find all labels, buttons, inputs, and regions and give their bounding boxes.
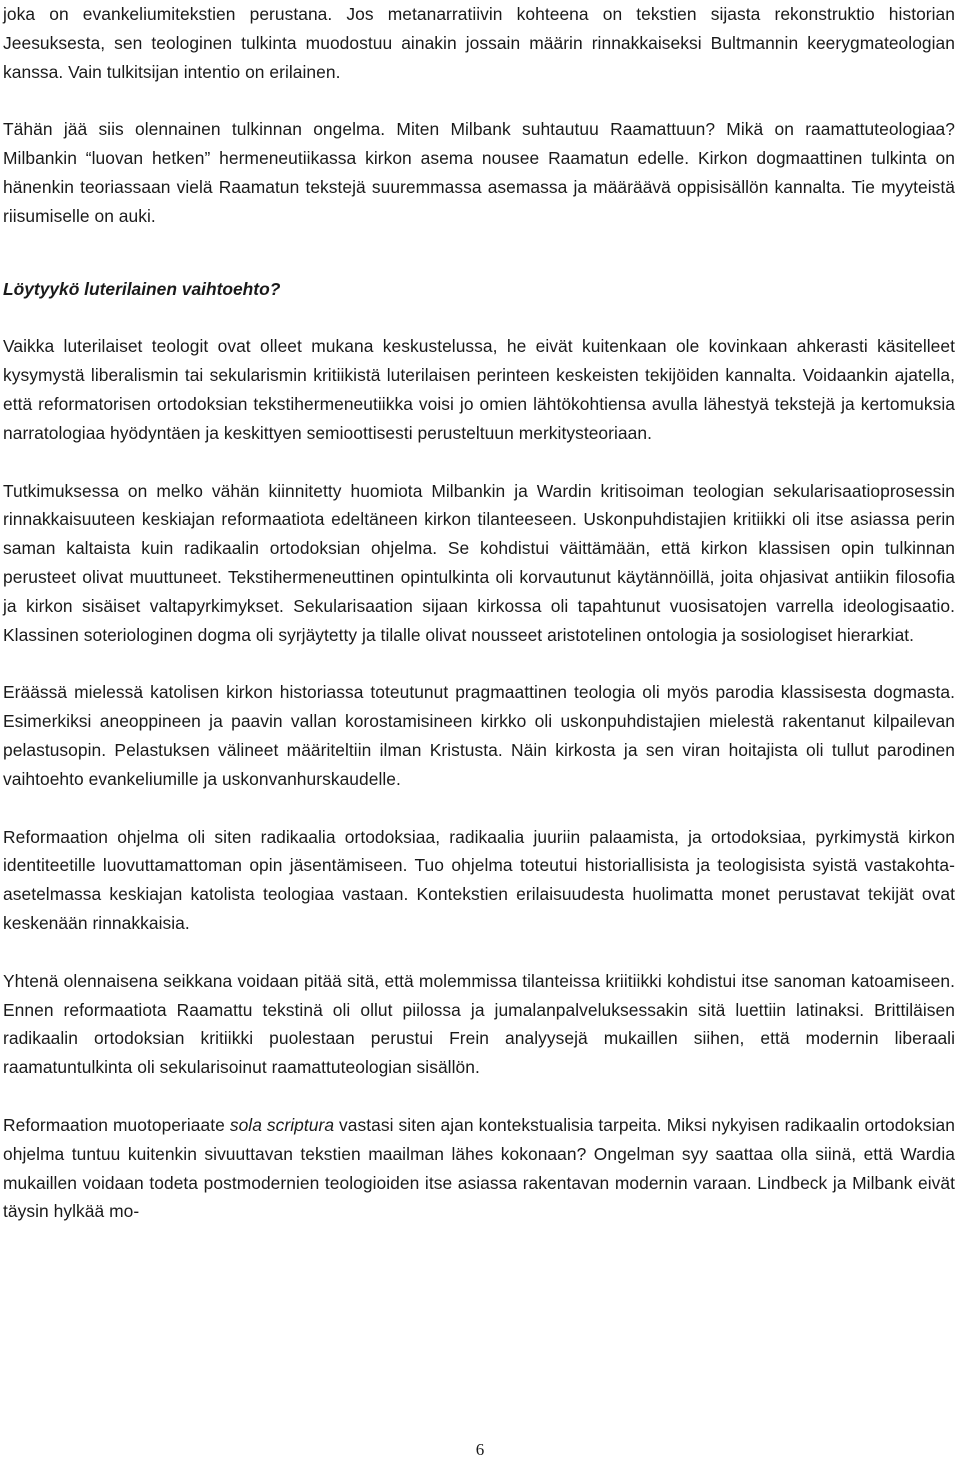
paragraph-8-emphasis: sola scriptura: [229, 1114, 335, 1135]
spacer: [3, 448, 955, 477]
spacer: [3, 938, 955, 967]
section-heading: Löytyykö luterilainen vaihtoehto?: [3, 278, 281, 299]
spacer: [3, 649, 955, 678]
paragraph-8-end: vastasi siten ajan kontekstualisia tarpeita. Miksi nykyisen radikaalin ortodoksian ohjelma tuntuu kuitenkin sivuuttavan tekstien maailman lähes kokonaan? Ongelman syy saattaa olla siinä, että Wardia mukaillen voidaan todeta postmodernien teologioiden itse asiassa rakentavan modernin varaan. Lindbeck ja Milbank eivät täysin hylkää mo-: [3, 1114, 955, 1222]
paragraph-7: Yhtenä olennaisena seikkana voidaan pitää sitä, että molemmissa tilanteissa kriitiikki kohdistui itse sanoman katoamiseen. Ennen reformaatiota Raamattu tekstinä oli ollut piilossa ja jumalanpalveluksessakin sitä luettiin latinaksi. Brittiläisen radikaalin ortodoksian kritiikki puolestaan perustui Frein analyysejä mukaillen siihen, että modernin liberaali raamatuntulkinta oli sekularisoinut raamattuteologian sisällön.: [3, 970, 955, 1078]
paragraph-8: [3, 1111, 955, 1226]
paragraph-3: Vaikka luterilaiset teologit ovat olleet mukana keskustelussa, he eivät kuitenkaan ole kovinkaan ahkerasti käsitelleet kysymystä liberalismin tai sekularismin kritiikistä luterilaisen perinteen keskeisten tekijöiden kannalta. Voidaankin ajatella, että reformatorisen ortodoksian tekstihermeneutiikka voisi jo omien lähtökohtiensa avulla lähestyä tekstejä ja kertomuksia narratologiaa hyödyntäen ja keskittyen semioottisesti perusteltuun merkitysteoriaan.: [3, 336, 955, 443]
spacer: [3, 231, 955, 275]
spacer: [3, 86, 955, 115]
page-number: 6: [475, 1440, 485, 1459]
paragraph-2: Tähän jää siis olennainen tulkinnan ongelma. Miten Milbank suhtautuu Raamattuun? Mikä on raamattuteologiaa? Milbankin “luovan hetken” hermeneutiikassa kirkon asema nousee Raamatun edelle. Kirkon dogmaattinen tulkinta on hänenkin teoriassaan vielä Raamatun tekstejä suuremmassa asemassa ja määräävä oppisisällön kannalta. Tie myyteistä riisumiselle on auki.: [3, 119, 955, 226]
paragraph-5: Eräässä mielessä katolisen kirkon historiassa toteutunut pragmaattinen teologia oli myös parodia klassisesta dogmasta. Esimerkiksi aneoppineen ja paavin vallan korostamisineen kirkko oli uskonpuhdistajien mielestä rakentanut kilpailevan pelastusopin. Pelastuksen välineet määriteltiin ilman Kristusta. Näin kirkosta ja sen viran hoitajista oli tullut parodinen vaihtoehto evankeliumille ja uskonvanhurskaudelle.: [3, 682, 955, 789]
spacer: [3, 303, 955, 332]
document-page: [3, 0, 955, 1226]
paragraph-8-start: Reformaation muotoperiaate: [3, 1114, 230, 1135]
paragraph-4: Tutkimuksessa on melko vähän kiinnitetty huomiota Milbankin ja Wardin kritisoiman teologian sekularisaatioprosessin rinnakkaisuuteen keskiajan reformaatiota edeltäneen kirkon tilanteeseen. Uskonpuhdistajien kritiikki oli itse asiassa perin saman kaltaista kuin radikaalin ortodoksian ohjelma. Se kohdistui väittämään, että kirkon klassisen opin tulkinnan perusteet olivat muuttuneet. Tekstihermeneuttinen opintulkinta oli korvautunut käytännöillä, joita ohjasivat antiikin filosofia ja kirkon sisäiset valtapyrkimykset. Sekularisaation sijaan kirkossa oli tapahtunut vuosisatojen varrella ideologisaatio. Klassinen soteriologinen dogma oli syrjäytetty ja tilalle olivat nousseet aristotelinen ontologia ja sosiologiset hierarkiat.: [3, 480, 955, 645]
paragraph-6: Reformaation ohjelma oli siten radikaalia ortodoksiaa, radikaalia juuriin palaamista, ja ortodoksiaa, pyrkimystä kirkon identiteetille luovuttamattoman opin jäsentämiseen. Tuo ohjelma toteutui historiallisista ja teologisista syistä vastakohta-asetelmassa keskiajan katolista teologiaa vastaan. Kontekstien erilaisuudesta huolimatta monet perustavat tekijät ovat keskenään rinnakkaisia.: [3, 826, 955, 933]
spacer: [3, 794, 955, 823]
paragraph-1: joka on evankeliumitekstien perustana. Jos metanarratiivin kohteena on tekstien sijasta rekonstruktio historian Jeesuksesta, sen teologinen tulkinta muodostuu ainakin jossain määrin rinnakkaiseksi Bultmannin keerygmateologian kanssa. Vain tulkitsijan intentio on erilainen.: [3, 4, 955, 82]
spacer: [3, 1082, 955, 1111]
